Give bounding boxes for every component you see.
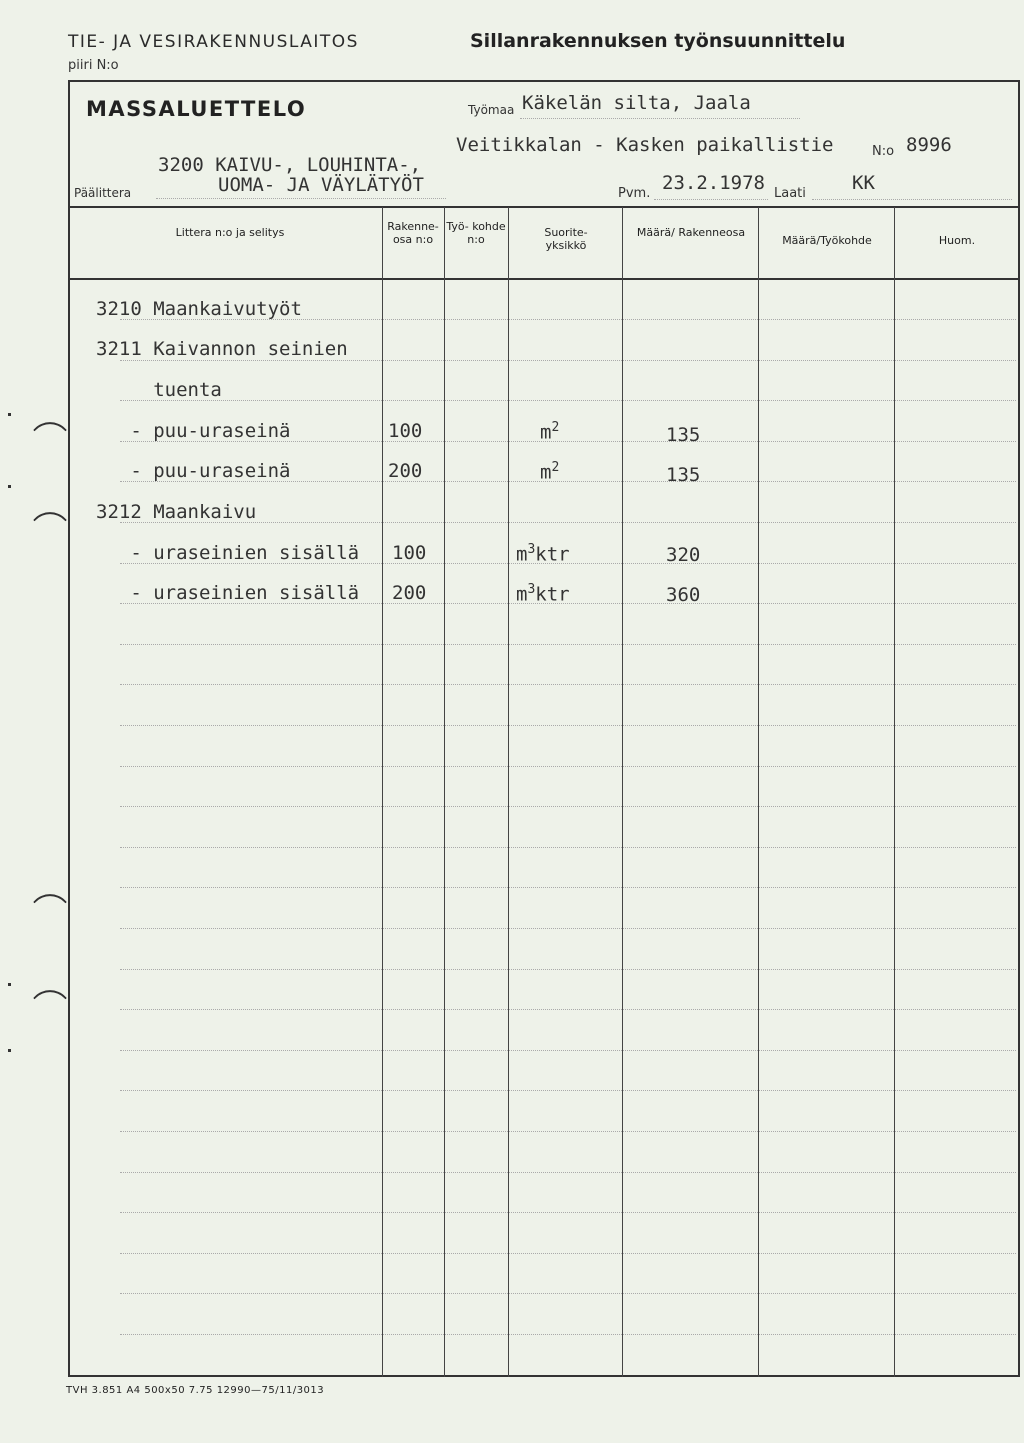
- col-head-work-object: Työ- kohde n:o: [446, 220, 506, 246]
- author-value: KK: [852, 172, 875, 194]
- main-item-label: Päälittera: [74, 186, 132, 200]
- district-label: piiri N:o: [68, 58, 119, 73]
- punch-hole-mark: [33, 885, 67, 919]
- col-head-item: Littera n:o ja selitys: [175, 226, 285, 239]
- col-divider: [622, 207, 623, 1377]
- margin-dot: [8, 413, 11, 416]
- col-head-qty-per-object: Määrä/Työkohde: [782, 234, 872, 247]
- row-part: 200: [388, 460, 423, 482]
- row-item: tuenta: [96, 379, 222, 401]
- table-head-rule: [68, 278, 1020, 280]
- ruled-line: [120, 644, 1016, 645]
- ruled-line: [120, 766, 1016, 767]
- margin-dot: [8, 485, 11, 488]
- row-qty: 135: [666, 424, 701, 446]
- row-qty: 135: [666, 464, 701, 486]
- row-unit: $m^3ktr$: [516, 582, 570, 606]
- main-item-underline: [156, 198, 446, 199]
- col-head-structure-part: Rakenne- osa n:o: [387, 220, 439, 246]
- road-no-value: 8996: [906, 134, 952, 156]
- row-part: 100: [392, 542, 427, 564]
- ruled-line: [120, 1212, 1016, 1213]
- date-label: Pvm.: [618, 186, 651, 201]
- row-item: - uraseinien sisällä: [96, 542, 360, 564]
- organization-name: TIE- JA VESIRAKENNUSLAITOS: [68, 32, 359, 52]
- punch-hole-mark: [33, 503, 67, 537]
- ruled-line: [120, 969, 1016, 970]
- ruled-line: [120, 1172, 1016, 1173]
- col-head-qty-per-part: Määrä/ Rakenneosa: [636, 226, 746, 239]
- author-label: Laati: [774, 186, 806, 201]
- date-underline: [654, 199, 768, 200]
- ruled-line: [120, 1253, 1016, 1254]
- ruled-line: [120, 360, 1016, 361]
- row-qty: 320: [666, 544, 701, 566]
- row-item: 3211 Kaivannon seinien: [96, 338, 348, 360]
- margin-dot: [8, 983, 11, 986]
- row-part: 100: [388, 420, 423, 442]
- row-item: 3212 Maankaivu: [96, 501, 257, 523]
- row-qty: 360: [666, 584, 701, 606]
- ruled-line: [120, 1334, 1016, 1335]
- ruled-line: [120, 1131, 1016, 1132]
- col-divider: [508, 207, 509, 1377]
- punch-hole-mark: [33, 981, 67, 1015]
- table-top-rule: [68, 206, 1020, 208]
- row-unit: $m^3ktr$: [516, 542, 570, 566]
- row-part: 200: [392, 582, 427, 604]
- ruled-line: [120, 1293, 1016, 1294]
- col-head-remarks: Huom.: [938, 234, 976, 247]
- list-title: MASSALUETTELO: [86, 97, 307, 121]
- row-item: 3210 Maankaivutyöt: [96, 298, 302, 320]
- road-value: Veitikkalan - Kasken paikallistie: [456, 134, 834, 156]
- main-item-line2: UOMA- JA VÄYLÄTYÖT: [218, 174, 424, 196]
- form-print-code: TVH 3.851 A4 500x50 7.75 12990—75/11/3013: [66, 1385, 325, 1396]
- author-underline: [812, 199, 1012, 200]
- col-divider: [444, 207, 445, 1377]
- date-value: 23.2.1978: [662, 172, 765, 194]
- punch-hole-mark: [33, 413, 67, 447]
- ruled-line: [120, 400, 1016, 401]
- row-item: - puu-uraseinä: [96, 420, 291, 442]
- col-divider: [894, 207, 895, 1377]
- ruled-line: [120, 887, 1016, 888]
- main-item-line1: 3200 KAIVU-, LOUHINTA-,: [158, 154, 422, 176]
- ruled-line: [120, 725, 1016, 726]
- col-head-unit: Suorite- yksikkö: [544, 226, 588, 252]
- ruled-line: [120, 1050, 1016, 1051]
- site-label: Työmaa: [468, 103, 515, 117]
- row-unit: $m^2$: [540, 460, 560, 484]
- ruled-line: [120, 1009, 1016, 1010]
- ruled-line: [120, 806, 1016, 807]
- row-item: - uraseinien sisällä: [96, 582, 360, 604]
- site-value: Käkelän silta, Jaala: [522, 92, 751, 114]
- ruled-line: [120, 684, 1016, 685]
- ruled-line: [120, 1090, 1016, 1091]
- form-frame: [68, 80, 1020, 1377]
- form-title: Sillanrakennuksen työnsuunnittelu: [470, 30, 846, 52]
- road-no-label: N:o: [872, 144, 895, 159]
- ruled-line: [120, 847, 1016, 848]
- row-item: - puu-uraseinä: [96, 460, 291, 482]
- margin-dot: [8, 1049, 11, 1052]
- col-divider: [758, 207, 759, 1377]
- row-unit: $m^2$: [540, 420, 560, 444]
- ruled-line: [120, 928, 1016, 929]
- site-underline: [520, 118, 800, 119]
- col-divider: [382, 207, 383, 1377]
